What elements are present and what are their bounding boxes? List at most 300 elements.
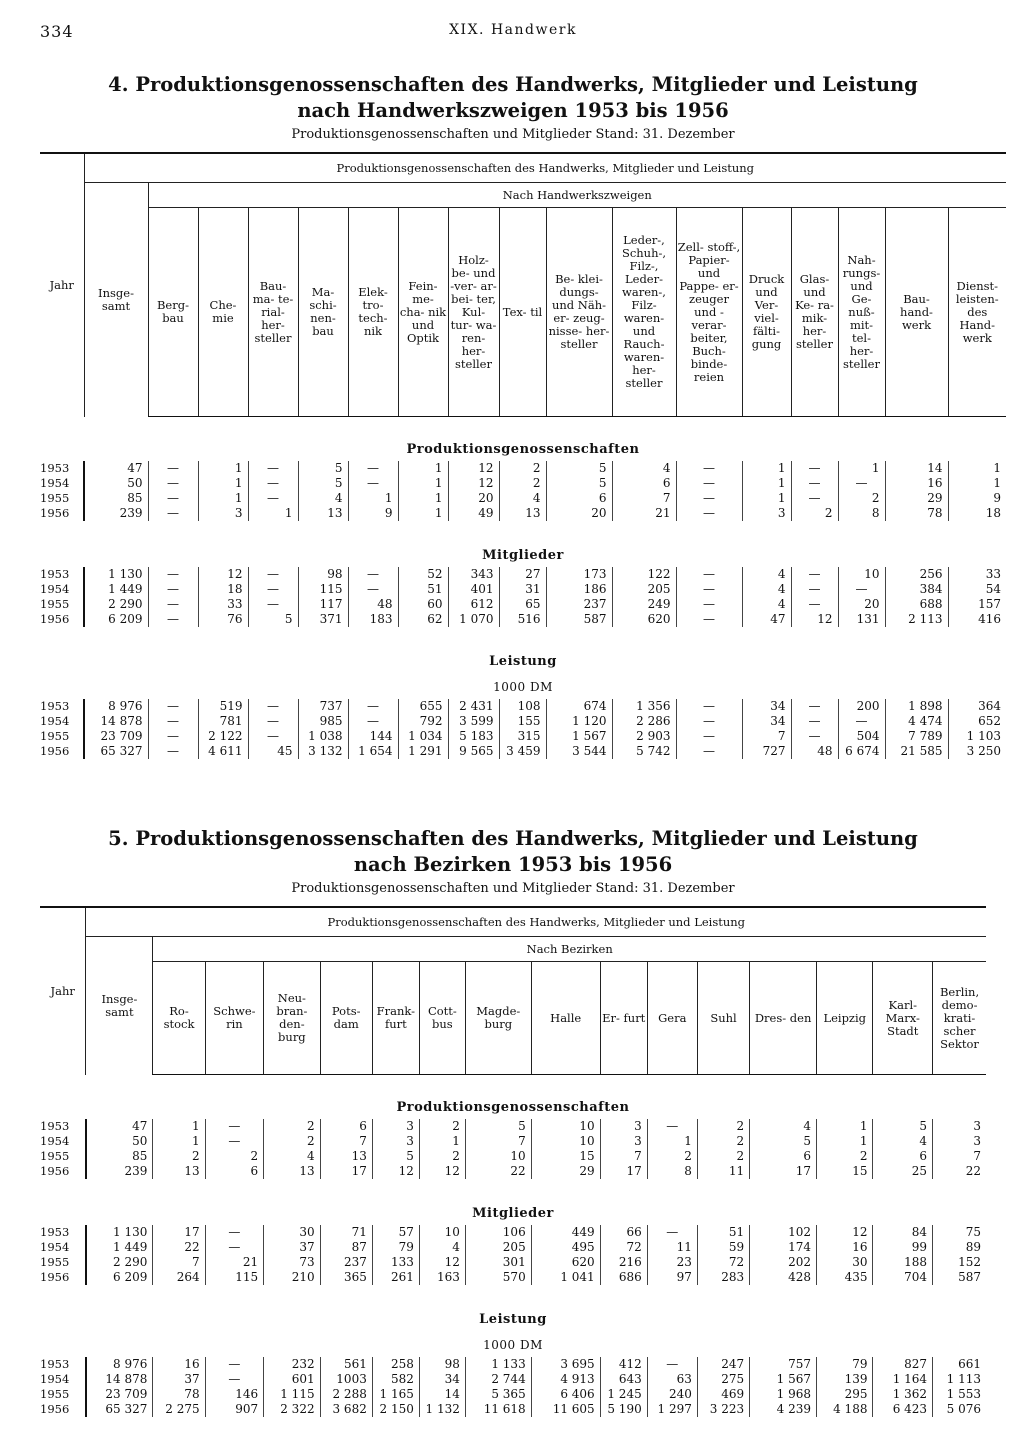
table4-body [40, 417, 1006, 760]
value-cell: 674 [546, 699, 612, 714]
table-row [40, 729, 1006, 744]
value-cell: 15 [817, 1164, 873, 1179]
column-header: Fein- me- cha- nik und Optik [398, 208, 448, 417]
value-cell: 200 [838, 699, 885, 714]
total-cell: 14 878 [86, 1372, 153, 1387]
value-cell: 1 [153, 1134, 205, 1149]
value-cell: 2 [817, 1149, 873, 1164]
page-header [40, 22, 986, 42]
value-cell: 52 [398, 567, 448, 582]
column-header: Gera [647, 962, 697, 1075]
column-header: Halle [531, 962, 600, 1075]
value-cell: — [791, 582, 838, 597]
value-cell: 1 113 [933, 1372, 986, 1387]
section-unit-row [40, 669, 1006, 695]
value-cell: 4 188 [817, 1402, 873, 1417]
section-unit: 1000 DM [493, 680, 553, 694]
value-cell: 587 [933, 1270, 986, 1285]
value-cell: 10 [531, 1119, 600, 1134]
total-cell: 2 290 [84, 597, 148, 612]
value-cell: 249 [612, 597, 676, 612]
value-cell: 1 362 [873, 1387, 933, 1402]
value-cell: 1 291 [398, 744, 448, 759]
table5-sub-header: Nach Bezirken [153, 937, 986, 962]
value-cell: 12 [372, 1164, 419, 1179]
value-cell: 23 [647, 1255, 697, 1270]
column-header: Schwe- rin [205, 962, 264, 1075]
value-cell: — [838, 582, 885, 597]
value-cell: 1 567 [546, 729, 612, 744]
table-row [40, 582, 1006, 597]
value-cell: 20 [546, 506, 612, 521]
value-cell: 5 183 [448, 729, 499, 744]
value-cell: 2 122 [198, 729, 248, 744]
value-cell: 301 [465, 1255, 531, 1270]
table-row [40, 744, 1006, 759]
value-cell: 495 [531, 1240, 600, 1255]
value-cell: 343 [448, 567, 499, 582]
year-cell: 1956 [40, 1164, 70, 1178]
value-cell: 31 [499, 582, 546, 597]
running-title: XIX. Handwerk [449, 22, 577, 38]
value-cell: — [647, 1357, 697, 1372]
value-cell: 12 [419, 1164, 465, 1179]
value-cell: 17 [750, 1164, 817, 1179]
value-cell: — [148, 714, 198, 729]
value-cell: 6 674 [838, 744, 885, 759]
value-cell: 18 [948, 506, 1006, 521]
total-cell: 8 976 [84, 699, 148, 714]
value-cell: 10 [838, 567, 885, 582]
value-cell: 5 [546, 461, 612, 476]
value-cell: 2 [647, 1149, 697, 1164]
total-cell: 6 209 [86, 1270, 153, 1285]
value-cell: 173 [546, 567, 612, 582]
value-cell: 1 [838, 461, 885, 476]
total-cell: 1 130 [86, 1225, 153, 1240]
value-cell: 2 [697, 1119, 749, 1134]
column-header: Dienst- leisten- des Hand- werk [948, 208, 1006, 417]
value-cell: 25 [873, 1164, 933, 1179]
table4-title [40, 72, 986, 124]
value-cell: 2 [419, 1149, 465, 1164]
value-cell: 1 038 [298, 729, 348, 744]
value-cell: 3 544 [546, 744, 612, 759]
year-cell: 1955 [40, 1387, 70, 1401]
value-cell: 1 553 [933, 1387, 986, 1402]
value-cell: 412 [600, 1357, 647, 1372]
value-cell: — [148, 612, 198, 627]
section-heading-row [40, 417, 1006, 458]
value-cell: 13 [320, 1149, 372, 1164]
value-cell: 4 [499, 491, 546, 506]
value-cell: 4 [742, 567, 791, 582]
table4-title-line1: 4. Produktionsgenossenschaften des Handwerks, Mitglieder und Leistung [108, 73, 918, 96]
column-header: Elek- tro- tech- nik [348, 208, 398, 417]
value-cell: 561 [320, 1357, 372, 1372]
value-cell: 163 [419, 1270, 465, 1285]
value-cell: 22 [933, 1164, 986, 1179]
column-header: Bau- hand- werk [885, 208, 948, 417]
value-cell: — [676, 461, 742, 476]
value-cell: 2 [205, 1149, 264, 1164]
value-cell: 71 [320, 1225, 372, 1240]
value-cell: 37 [153, 1372, 205, 1387]
value-cell: 3 132 [298, 744, 348, 759]
value-cell: 2 275 [153, 1402, 205, 1417]
value-cell: 4 [612, 461, 676, 476]
value-cell: 295 [817, 1387, 873, 1402]
value-cell: 5 190 [600, 1402, 647, 1417]
value-cell: 1 103 [948, 729, 1006, 744]
value-cell: 30 [817, 1255, 873, 1270]
value-cell: 131 [838, 612, 885, 627]
value-cell: — [248, 699, 298, 714]
table4-group-header: Produktionsgenossenschaften des Handwerks, Mitglieder und Leistung [84, 154, 1006, 183]
value-cell: 49 [448, 506, 499, 521]
column-header: Magde- burg [465, 962, 531, 1075]
value-cell: — [148, 461, 198, 476]
year-cell: 1956 [40, 744, 70, 758]
value-cell: 3 [372, 1134, 419, 1149]
value-cell: 1 [198, 461, 248, 476]
value-cell: 2 [153, 1149, 205, 1164]
value-cell: 792 [398, 714, 448, 729]
total-cell: 14 878 [84, 714, 148, 729]
value-cell: 4 [419, 1240, 465, 1255]
year-cell: 1954 [40, 1372, 70, 1386]
column-header: Karl- Marx- Stadt [873, 962, 933, 1075]
column-header: Suhl [697, 962, 749, 1075]
value-cell: 8 [838, 506, 885, 521]
value-cell: 5 [298, 476, 348, 491]
value-cell: 2 [697, 1149, 749, 1164]
value-cell: 45 [248, 744, 298, 759]
value-cell: 183 [348, 612, 398, 627]
value-cell: 7 [153, 1255, 205, 1270]
value-cell: 51 [697, 1225, 749, 1240]
section-heading-row [40, 521, 1006, 563]
total-cell: 1 449 [84, 582, 148, 597]
value-cell: 12 [817, 1225, 873, 1240]
column-header: Frank- furt [372, 962, 419, 1075]
value-cell: 115 [205, 1270, 264, 1285]
column-header: Cott- bus [419, 962, 465, 1075]
column-header: Holz- be- und -ver- ar- bei- ter, Kul- tur- wa- ren- her- steller [448, 208, 499, 417]
value-cell: 1 968 [750, 1387, 817, 1402]
column-header: Berlin, demo- krati- scher Sektor [933, 962, 986, 1075]
table5-title-line1: 5. Produktionsgenossenschaften des Handwerks, Mitglieder und Leistung [108, 827, 918, 850]
year-cell: 1955 [40, 729, 70, 743]
value-cell: 365 [320, 1270, 372, 1285]
section-heading-row [40, 1075, 986, 1116]
value-cell: 79 [372, 1240, 419, 1255]
value-cell: 504 [838, 729, 885, 744]
value-cell: 48 [791, 744, 838, 759]
value-cell: — [791, 491, 838, 506]
value-cell: 1 356 [612, 699, 676, 714]
value-cell: 232 [264, 1357, 320, 1372]
value-cell: — [205, 1134, 264, 1149]
value-cell: 9 565 [448, 744, 499, 759]
value-cell: 428 [750, 1270, 817, 1285]
total-cell: 85 [86, 1149, 153, 1164]
value-cell: 416 [948, 612, 1006, 627]
value-cell: 364 [948, 699, 1006, 714]
value-cell: 612 [448, 597, 499, 612]
section-heading: Mitglieder [482, 548, 564, 563]
value-cell: 587 [546, 612, 612, 627]
value-cell: — [791, 729, 838, 744]
value-cell: 1 245 [600, 1387, 647, 1402]
value-cell: — [248, 476, 298, 491]
value-cell: 17 [320, 1164, 372, 1179]
value-cell: — [205, 1372, 264, 1387]
value-cell: 188 [873, 1255, 933, 1270]
value-cell: 79 [817, 1357, 873, 1372]
table5-section [40, 826, 986, 1417]
value-cell: 4 913 [531, 1372, 600, 1387]
value-cell: 2 [838, 491, 885, 506]
value-cell: — [348, 714, 398, 729]
value-cell: — [791, 714, 838, 729]
value-cell: 16 [817, 1240, 873, 1255]
value-cell: 401 [448, 582, 499, 597]
value-cell: — [205, 1357, 264, 1372]
value-cell: 6 [750, 1149, 817, 1164]
value-cell: 2 288 [320, 1387, 372, 1402]
value-cell: 13 [264, 1164, 320, 1179]
value-cell: 84 [873, 1225, 933, 1240]
value-cell: 655 [398, 699, 448, 714]
value-cell: 75 [933, 1225, 986, 1240]
year-cell: 1956 [40, 1402, 70, 1416]
section-heading: Leistung [479, 1312, 547, 1327]
column-header: Leder-, Schuh-, Filz-, Leder- waren-, Filz- waren- und Rauch- waren- her- steller [612, 208, 676, 417]
value-cell: 51 [398, 582, 448, 597]
table4-sub-header: Nach Handwerkszweigen [148, 183, 1006, 208]
value-cell: 3 695 [531, 1357, 600, 1372]
value-cell: 2 903 [612, 729, 676, 744]
value-cell: — [676, 744, 742, 759]
column-header: Be- klei- dungs- und Näh- er- zeug- nisse- her- steller [546, 208, 612, 417]
value-cell: 3 [372, 1119, 419, 1134]
column-header: Glas- und Ke- ra- mik- her- steller [791, 208, 838, 417]
value-cell: 11 [647, 1240, 697, 1255]
value-cell: — [205, 1240, 264, 1255]
value-cell: — [676, 612, 742, 627]
value-cell: 283 [697, 1270, 749, 1285]
value-cell: 2 [264, 1134, 320, 1149]
value-cell: 59 [697, 1240, 749, 1255]
value-cell: 115 [298, 582, 348, 597]
year-cell: 1954 [40, 1134, 70, 1148]
value-cell: 5 [465, 1119, 531, 1134]
table-row [40, 1270, 986, 1285]
value-cell: — [676, 476, 742, 491]
column-header-total: Insge- samt [84, 183, 148, 417]
value-cell: 73 [264, 1255, 320, 1270]
year-cell: 1955 [40, 1149, 70, 1163]
value-cell: 519 [198, 699, 248, 714]
year-cell: 1955 [40, 597, 70, 611]
value-cell: 11 [697, 1164, 749, 1179]
value-cell: 827 [873, 1357, 933, 1372]
value-cell: 258 [372, 1357, 419, 1372]
value-cell: — [838, 476, 885, 491]
table-row [40, 714, 1006, 729]
column-header: Ma- schi- nen- bau [298, 208, 348, 417]
value-cell: 1 [742, 476, 791, 491]
value-cell: 54 [948, 582, 1006, 597]
value-cell: 1 034 [398, 729, 448, 744]
year-cell: 1954 [40, 582, 70, 596]
table-row [40, 506, 1006, 521]
value-cell: 1 132 [419, 1402, 465, 1417]
value-cell: 582 [372, 1372, 419, 1387]
value-cell: 3 [600, 1119, 647, 1134]
value-cell: 5 076 [933, 1402, 986, 1417]
value-cell: 12 [448, 461, 499, 476]
value-cell: 727 [742, 744, 791, 759]
value-cell: 686 [600, 1270, 647, 1285]
table4 [40, 152, 1006, 759]
total-cell: 1 130 [84, 567, 148, 582]
value-cell: 3 599 [448, 714, 499, 729]
value-cell: — [248, 491, 298, 506]
value-cell: 205 [612, 582, 676, 597]
value-cell: — [676, 699, 742, 714]
total-cell: 85 [84, 491, 148, 506]
column-header: Dres- den [750, 962, 817, 1075]
table5-subtitle: Produktionsgenossenschaften und Mitglieder Stand: 31. Dezember [291, 881, 735, 896]
value-cell: — [248, 461, 298, 476]
value-cell: 7 [612, 491, 676, 506]
value-cell: 66 [600, 1225, 647, 1240]
value-cell: 5 [750, 1134, 817, 1149]
value-cell: 98 [419, 1357, 465, 1372]
value-cell: — [791, 476, 838, 491]
value-cell: 781 [198, 714, 248, 729]
value-cell: 256 [885, 567, 948, 582]
value-cell: 27 [499, 567, 546, 582]
column-header: Neu- bran- den- burg [264, 962, 320, 1075]
value-cell: 1 165 [372, 1387, 419, 1402]
column-header: Druck und Ver- viel- fälti- gung [742, 208, 791, 417]
value-cell: 4 474 [885, 714, 948, 729]
value-cell: 4 239 [750, 1402, 817, 1417]
value-cell: 1 041 [531, 1270, 600, 1285]
table-row [40, 1164, 986, 1179]
value-cell: 435 [817, 1270, 873, 1285]
value-cell: 210 [264, 1270, 320, 1285]
value-cell: 1 [817, 1119, 873, 1134]
value-cell: 205 [465, 1240, 531, 1255]
total-cell: 2 290 [86, 1255, 153, 1270]
value-cell: 2 [499, 476, 546, 491]
column-header: Tex- til [499, 208, 546, 417]
total-cell: 23 709 [84, 729, 148, 744]
value-cell: 3 223 [697, 1402, 749, 1417]
value-cell: 34 [419, 1372, 465, 1387]
value-cell: — [676, 582, 742, 597]
value-cell: 237 [546, 597, 612, 612]
value-cell: 57 [372, 1225, 419, 1240]
total-cell: 65 327 [84, 744, 148, 759]
value-cell: 152 [933, 1255, 986, 1270]
table-row [40, 1119, 986, 1134]
value-cell: 102 [750, 1225, 817, 1240]
table5-title [40, 826, 986, 878]
total-cell: 8 976 [86, 1357, 153, 1372]
table-row [40, 1225, 986, 1240]
value-cell: 1 [398, 476, 448, 491]
table-row [40, 699, 1006, 714]
value-cell: 6 [546, 491, 612, 506]
value-cell: 7 [600, 1149, 647, 1164]
table-row [40, 1402, 986, 1417]
value-cell: 601 [264, 1372, 320, 1387]
value-cell: 620 [531, 1255, 600, 1270]
value-cell: 6 423 [873, 1402, 933, 1417]
table5-head [40, 907, 986, 1075]
year-cell: 1956 [40, 1270, 70, 1284]
value-cell: 7 [933, 1149, 986, 1164]
value-cell: 11 618 [465, 1402, 531, 1417]
table-row [40, 597, 1006, 612]
value-cell: 72 [697, 1255, 749, 1270]
value-cell: 13 [153, 1164, 205, 1179]
year-cell: 1956 [40, 506, 70, 520]
total-cell: 6 209 [84, 612, 148, 627]
total-cell: 47 [84, 461, 148, 476]
table-row [40, 1372, 986, 1387]
value-cell: 5 [298, 461, 348, 476]
value-cell: 704 [873, 1270, 933, 1285]
value-cell: 202 [750, 1255, 817, 1270]
table-row [40, 612, 1006, 627]
total-cell: 1 449 [86, 1240, 153, 1255]
total-cell: 23 709 [86, 1387, 153, 1402]
value-cell: 247 [697, 1357, 749, 1372]
table5-title-line2: nach Bezirken 1953 bis 1956 [353, 853, 673, 876]
value-cell: 216 [600, 1255, 647, 1270]
value-cell: 48 [348, 597, 398, 612]
value-cell: 108 [499, 699, 546, 714]
column-header-year: Jahr [49, 277, 74, 292]
value-cell: 643 [600, 1372, 647, 1387]
year-cell: 1953 [40, 699, 70, 713]
value-cell: 106 [465, 1225, 531, 1240]
value-cell: 6 [320, 1119, 372, 1134]
value-cell: 1 [398, 461, 448, 476]
value-cell: — [647, 1119, 697, 1134]
table-row [40, 1255, 986, 1270]
value-cell: 2 [791, 506, 838, 521]
value-cell: 652 [948, 714, 1006, 729]
table-row [40, 1387, 986, 1402]
value-cell: 3 682 [320, 1402, 372, 1417]
value-cell: 21 [612, 506, 676, 521]
page-number: 334 [40, 22, 74, 41]
value-cell: — [205, 1119, 264, 1134]
value-cell: 1 567 [750, 1372, 817, 1387]
value-cell: 7 [465, 1134, 531, 1149]
value-cell: 1 [948, 461, 1006, 476]
value-cell: 186 [546, 582, 612, 597]
value-cell: — [348, 582, 398, 597]
value-cell: 20 [448, 491, 499, 506]
